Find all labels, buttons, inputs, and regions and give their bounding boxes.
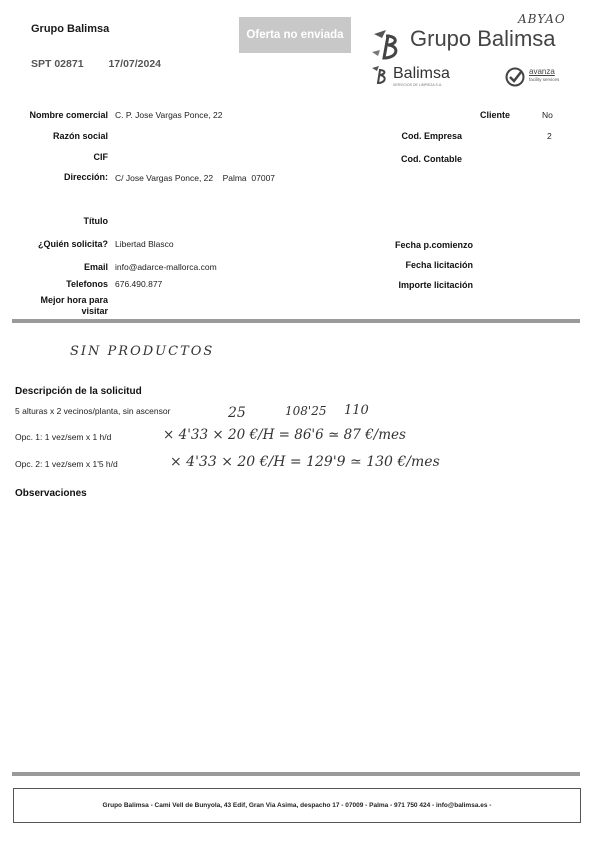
fecha-licitacion-label: Fecha licitación — [405, 260, 473, 270]
balimsa-mark-icon — [370, 30, 404, 60]
email-value: info@adarce-mallorca.com — [115, 262, 217, 272]
direccion-value: C/ Jose Vargas Ponce, 22 Palma 07007 — [115, 173, 276, 183]
direccion-label: Dirección: — [63, 172, 108, 182]
document-date: 17/07/2024 — [108, 58, 162, 70]
cif-label: CIF — [93, 152, 108, 162]
cod-contable-label: Cod. Contable — [401, 154, 462, 164]
titulo-label: Título — [83, 216, 108, 226]
avanza-logo — [505, 66, 575, 90]
razon-social-label: Razón social — [52, 131, 108, 141]
balimsa-logo — [370, 64, 470, 88]
cod-empresa-value: 2 — [547, 131, 552, 141]
grupo-balimsa-logo — [370, 12, 575, 62]
cliente-value: No — [542, 110, 553, 120]
quien-solicita-value: Libertad Blasco — [115, 239, 174, 249]
cod-empresa-label: Cod. Empresa — [401, 131, 462, 141]
avanza-check-icon — [505, 67, 525, 87]
status-badge: Oferta no enviada — [239, 17, 351, 53]
email-label: Email — [83, 262, 108, 272]
handwritten-above-10825: 108'25 — [285, 404, 327, 418]
handwritten-above-110: 110 — [344, 403, 369, 418]
fecha-comienzo-label: Fecha p.comienzo — [394, 240, 473, 250]
footer-divider — [12, 772, 580, 776]
handwritten-sin-productos: SIN PRODUCTOS — [70, 344, 215, 359]
mejor-hora-label-line2: visitar — [81, 306, 108, 316]
telefonos-value: 676.490.877 — [115, 279, 163, 289]
nombre-comercial-label: Nombre comercial — [29, 110, 108, 120]
logo-sub-tagline: SERVICIOS DE LIMPIEZA S.A. — [393, 83, 443, 87]
header-divider — [12, 319, 580, 323]
mejor-hora-label-line1: Mejor hora para — [40, 295, 108, 305]
reference-code: SPT 02871 — [31, 58, 84, 70]
solicitud-opcion-2: Opc. 2: 1 vez/sem x 1'5 h/d — [15, 459, 118, 469]
solicitud-line-1: 5 alturas x 2 vecinos/planta, sin ascensor — [15, 406, 171, 416]
avanza-tagline: facility services — [529, 77, 560, 82]
telefonos-label: Telefonos — [66, 279, 108, 289]
logo-main-text: Grupo Balimsa — [410, 26, 556, 51]
company-name: Grupo Balimsa — [31, 23, 110, 35]
quien-solicita-label: ¿Quién solicita? — [37, 239, 108, 249]
solicitud-opcion-1: Opc. 1: 1 vez/sem x 1 h/d — [15, 432, 112, 442]
balimsa-small-mark-icon — [370, 66, 390, 84]
importe-licitacion-label: Importe licitación — [398, 280, 473, 290]
cliente-label: Cliente — [479, 110, 510, 120]
observaciones-title: Observaciones — [15, 488, 87, 499]
handwritten-opcion-1-calc: × 4'33 × 20 €/H = 86'6 ≃ 87 €/mes — [163, 427, 406, 443]
reference-row — [31, 58, 183, 70]
handwritten-above-25: 25 — [228, 405, 246, 421]
footer-contact: Grupo Balimsa - Cami Vell de Bunyola, 43 Edif, Gran Via Asima, despacho 17 - 07009 - Palma - 971 750 424 - info@balimsa.es - — [13, 788, 581, 823]
avanza-text: avanza — [529, 67, 555, 76]
handwritten-opcion-2-calc: × 4'33 × 20 €/H = 129'9 ≃ 130 €/mes — [170, 454, 440, 470]
logo-sub-text: Balimsa — [393, 65, 450, 82]
handwritten-header-note: ABYAO — [518, 12, 566, 26]
nombre-comercial-value: C. P. Jose Vargas Ponce, 22 — [115, 110, 223, 120]
solicitud-title: Descripción de la solicitud — [15, 386, 142, 397]
